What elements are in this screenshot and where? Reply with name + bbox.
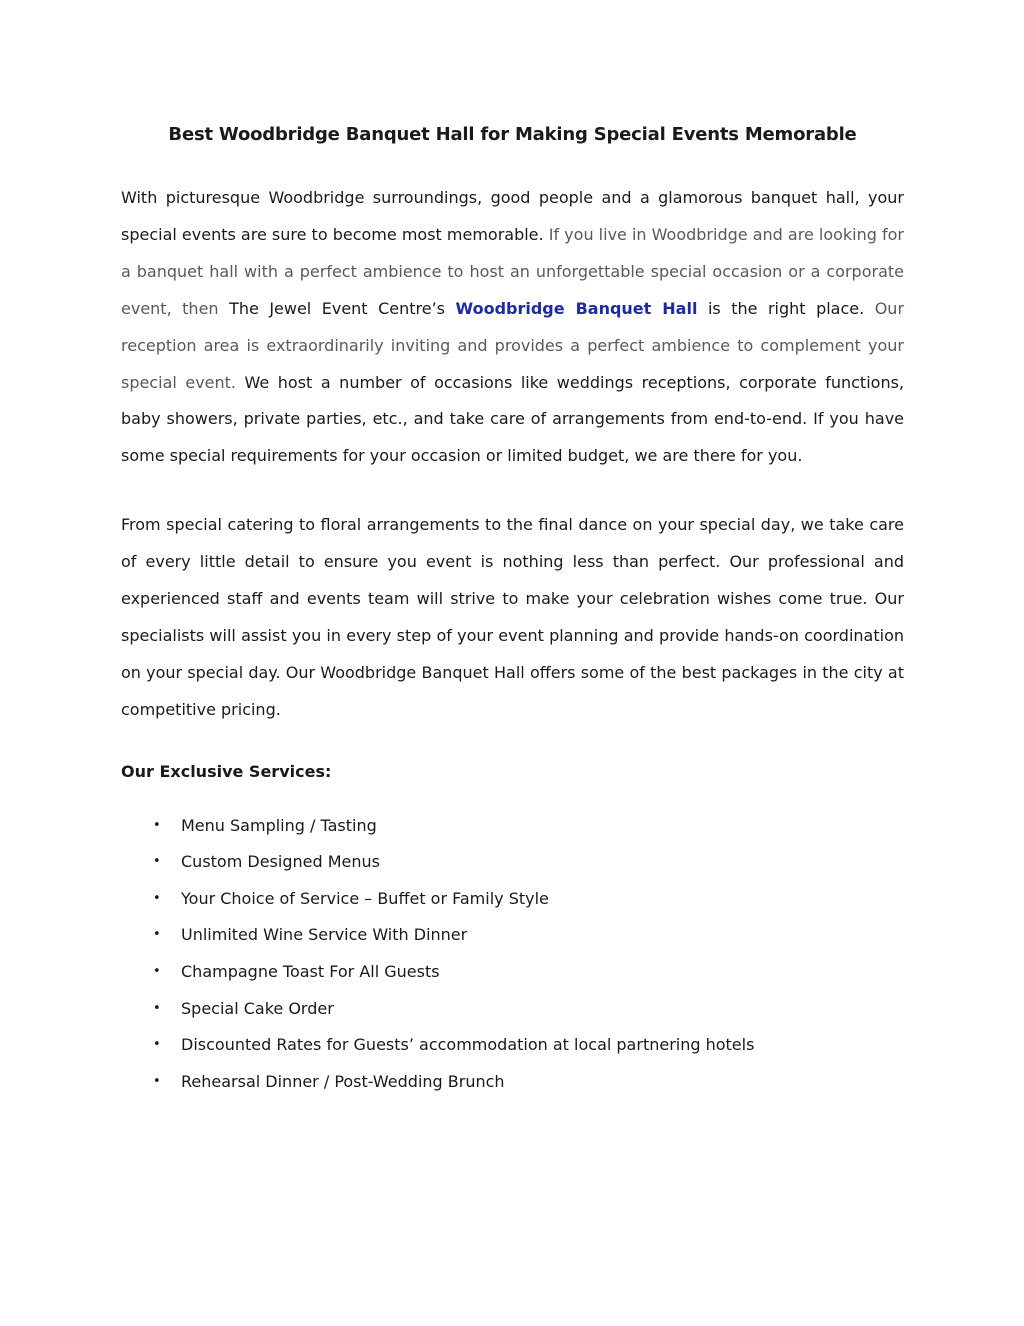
bullet-icon: • <box>153 854 161 870</box>
service-item <box>121 954 904 991</box>
service-item <box>121 844 904 881</box>
intro-sentence-1: With picturesque Woodbridge surroundings, good people and a glamorous banquet hall, your special events are sure to become most memorable. <box>121 188 904 244</box>
bullet-icon: • <box>153 1037 161 1053</box>
service-item <box>121 917 904 954</box>
service-item <box>121 1064 904 1101</box>
service-item <box>121 881 904 918</box>
service-item <box>121 808 904 845</box>
bullet-icon: • <box>153 1000 161 1016</box>
intro-sentence-3: The Jewel Event Centre’s <box>229 298 445 318</box>
service-label: Rehearsal Dinner / Post-Wedding Brunch <box>181 1071 505 1091</box>
service-label: Your Choice of Service – Buffet or Family Style <box>181 888 549 908</box>
woodbridge-banquet-hall-link[interactable]: Woodbridge Banquet Hall <box>455 298 698 318</box>
intro-paragraph <box>121 180 904 475</box>
bullet-icon: • <box>153 890 161 906</box>
intro-sentence-6: We host a number of occasions like weddings receptions, corporate functions, baby showers, private parties, etc., and take care of arrangements from end-to-end. If you have some special requirements for your occasion or limited budget, we are there for you. <box>121 372 905 466</box>
intro-sentence-2: If you live in Woodbridge and are looking for a banquet hall with a perfect ambience to host an unforgettable special occasion or a corporate event, then <box>121 224 905 318</box>
bullet-icon: • <box>153 1073 161 1089</box>
document-title: Best Woodbridge Banquet Hall for Making Special Events Memorable <box>168 124 857 145</box>
bullet-icon: • <box>153 817 161 833</box>
service-label: Special Cake Order <box>181 998 334 1018</box>
intro-sentence-4: is the right place. <box>707 298 865 318</box>
bullet-icon: • <box>153 927 161 943</box>
service-label: Discounted Rates for Guests’ accommodation at local partnering hotels <box>181 1035 755 1055</box>
service-item <box>121 1027 904 1064</box>
intro-sentence-5: Our reception area is extraordinarily inviting and provides a perfect ambience to complement your special event. <box>121 298 905 392</box>
service-label: Champagne Toast For All Guests <box>181 962 440 982</box>
service-label: Custom Designed Menus <box>181 852 380 872</box>
services-heading: Our Exclusive Services: <box>121 761 332 781</box>
details-paragraph: From special catering to floral arrangements to the final dance on your special day, we take care of every little detail to ensure you event is nothing less than perfect. Our professional and experienced staff and events team will strive to make your celebration wishes come true. Our specialists will assist you in every step of your event planning and provide hands-on coordination on your special day. Our Woodbridge Banquet Hall offers some of the best packages in the city at competitive pricing. <box>121 515 904 719</box>
document-page <box>121 118 904 1100</box>
service-label: Menu Sampling / Tasting <box>181 815 377 835</box>
services-list <box>121 808 904 1101</box>
service-item <box>121 991 904 1028</box>
bullet-icon: • <box>153 964 161 980</box>
service-label: Unlimited Wine Service With Dinner <box>181 925 468 945</box>
